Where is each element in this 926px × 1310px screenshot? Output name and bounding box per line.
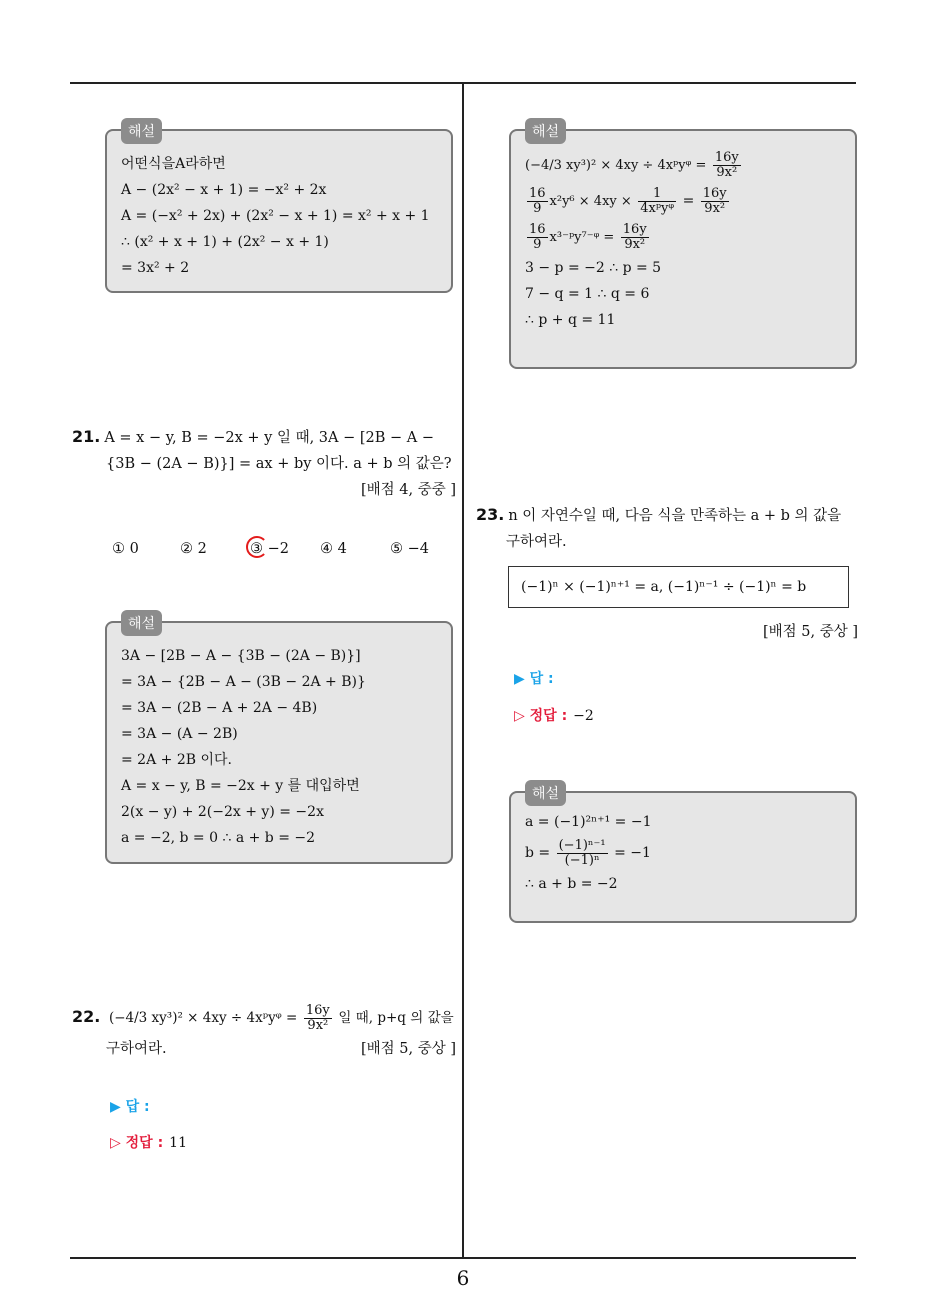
fraction-denominator: (−1)ⁿ (564, 852, 600, 868)
fraction-denominator: 9x² (704, 200, 726, 216)
question-text: 구하여라. (106, 1041, 167, 1057)
question-21 (72, 424, 456, 503)
fraction-denominator: 9x² (716, 164, 738, 180)
answer-label: ▶ 답 : (514, 671, 554, 687)
question-text: 일 때, p+q 의 값을 (338, 1010, 454, 1026)
expression: x²y⁶ × 4xy × (549, 194, 632, 209)
solution-tag: 해설 (121, 610, 162, 636)
solution-line: A = (−x² + 2x) + (2x² − x + 1) = x² + x + 1 (121, 208, 430, 224)
correct-answer-line (514, 705, 594, 725)
solution-tag: 해설 (525, 118, 566, 144)
question-22 (72, 998, 456, 1062)
answer-line (514, 668, 554, 688)
solution-line: ∴ (x² + x + 1) + (2x² − x + 1) (121, 234, 329, 250)
fraction-denominator: 9 (533, 236, 542, 252)
fraction-numerator: 1 (638, 187, 676, 202)
equals-sign: = (682, 193, 695, 209)
expression: = −1 (614, 845, 651, 861)
fraction (621, 223, 649, 252)
solution-line: 3A − [2B − A − {3B − (2A − B)}] (121, 648, 361, 664)
solution-line: ∴ p + q = 11 (525, 312, 616, 328)
fraction (304, 1004, 332, 1033)
correct-answer-value: 11 (169, 1135, 187, 1151)
question-text: {3B − (2A − B)}] = ax + by 이다. a + b 의 값은? (106, 456, 452, 472)
question-number: 22. (72, 1007, 101, 1026)
solution-line: a = (−1)²ⁿ⁺¹ = −1 (525, 814, 652, 830)
score-label: [배점 5, 중상 ] (360, 1041, 456, 1057)
question-text: n 이 자연수일 때, 다음 식을 만족하는 a + b 의 값을 (508, 508, 842, 524)
question-23 (476, 502, 860, 555)
question-number: 23. (476, 505, 505, 524)
question-expression: (−4/3 xy³)² × 4xy ÷ 4xᵖyᵠ = (108, 1010, 298, 1026)
fraction-numerator: 16y (305, 1002, 330, 1018)
score-label: [배점 4, 중중 ] (360, 482, 456, 498)
question-text: A = x − y, B = −2x + y 일 때, 3A − [2B − A − (104, 430, 434, 446)
choice-3[interactable] (250, 541, 289, 557)
fraction-numerator: (−1)ⁿ⁻¹ (558, 837, 606, 853)
fraction-denominator: 9 (533, 200, 542, 216)
expression: x³⁻ᵖy⁷⁻ᵠ = (549, 230, 615, 245)
expression: b = (525, 845, 551, 861)
solution-line (525, 183, 841, 219)
fraction-numerator: 16 (529, 221, 546, 237)
solution-line: ∴ a + b = −2 (525, 876, 618, 892)
solution-line: = 2A + 2B 이다. (121, 752, 232, 768)
solution-box-3 (509, 124, 857, 369)
fraction-numerator: 16y (622, 221, 647, 237)
choice-1[interactable]: ① 0 (112, 541, 139, 557)
solution-line: 7 − q = 1 ∴ q = 6 (525, 286, 650, 302)
fraction-numerator: 16y (702, 185, 727, 201)
solution-tag: 해설 (525, 780, 566, 806)
selected-circle-mark (246, 536, 268, 558)
page-number: 6 (456, 1266, 470, 1290)
solution-line: A = x − y, B = −2x + y 를 대입하면 (121, 778, 360, 794)
answer-line (110, 1096, 150, 1116)
fraction-numerator: 16 (529, 185, 546, 201)
fraction-numerator: 16y (714, 149, 739, 165)
solution-tag: 해설 (121, 118, 162, 144)
column-divider (462, 84, 464, 1258)
solution-line: = 3A − (2B − A + 2A − 4B) (121, 700, 318, 716)
choice-list (112, 541, 452, 561)
solution-line (525, 219, 841, 255)
question-number: 21. (72, 427, 101, 446)
solution-line: 3 − p = −2 ∴ p = 5 (525, 260, 662, 276)
fraction (638, 187, 676, 216)
answer-label: ▶ 답 : (110, 1099, 150, 1115)
solution-line: = 3A − (A − 2B) (121, 726, 238, 742)
expression: (−4/3 xy³)² × 4xy ÷ 4xᵖyᵠ = (525, 158, 707, 173)
solution-line (525, 147, 841, 183)
correct-answer-line (110, 1132, 187, 1152)
correct-answer-label: ▷ 정답 : (110, 1135, 164, 1151)
choice-5[interactable]: ⑤ −4 (390, 541, 429, 557)
choice-2[interactable]: ② 2 (180, 541, 207, 557)
fraction (713, 151, 741, 180)
solution-box-1 (105, 124, 453, 293)
solution-line: A − (2x² − x + 1) = −x² + 2x (121, 182, 327, 198)
correct-answer-label: ▷ 정답 : (514, 708, 568, 724)
solution-line: = 3x² + 2 (121, 260, 190, 276)
solution-line (525, 835, 841, 871)
fraction (701, 187, 729, 216)
fraction (527, 187, 548, 216)
solution-line: = 3A − {2B − A − (3B − 2A + B)} (121, 674, 366, 690)
fraction-denominator: 9x² (307, 1017, 329, 1033)
choice-3-label: ③ −2 (250, 541, 289, 557)
solution-box-4 (509, 786, 857, 923)
fraction (557, 839, 608, 868)
solution-line: 2(x − y) + 2(−2x + y) = −2x (121, 804, 324, 820)
score-label: [배점 5, 중상 ] (762, 624, 858, 640)
condition-box: (−1)ⁿ × (−1)ⁿ⁺¹ = a, (−1)ⁿ⁻¹ ÷ (−1)ⁿ = b (508, 566, 849, 608)
solution-line: a = −2, b = 0 ∴ a + b = −2 (121, 830, 316, 846)
solution-line: 어떤식을A라하면 (121, 156, 226, 172)
choice-4[interactable]: ④ 4 (320, 541, 347, 557)
solution-box-2 (105, 616, 453, 864)
correct-answer-value: −2 (573, 708, 594, 724)
question-text: 구하여라. (506, 534, 567, 550)
fraction (527, 223, 548, 252)
fraction-denominator: 9x² (624, 236, 646, 252)
fraction-denominator: 4xᵖyᵠ (640, 200, 675, 216)
